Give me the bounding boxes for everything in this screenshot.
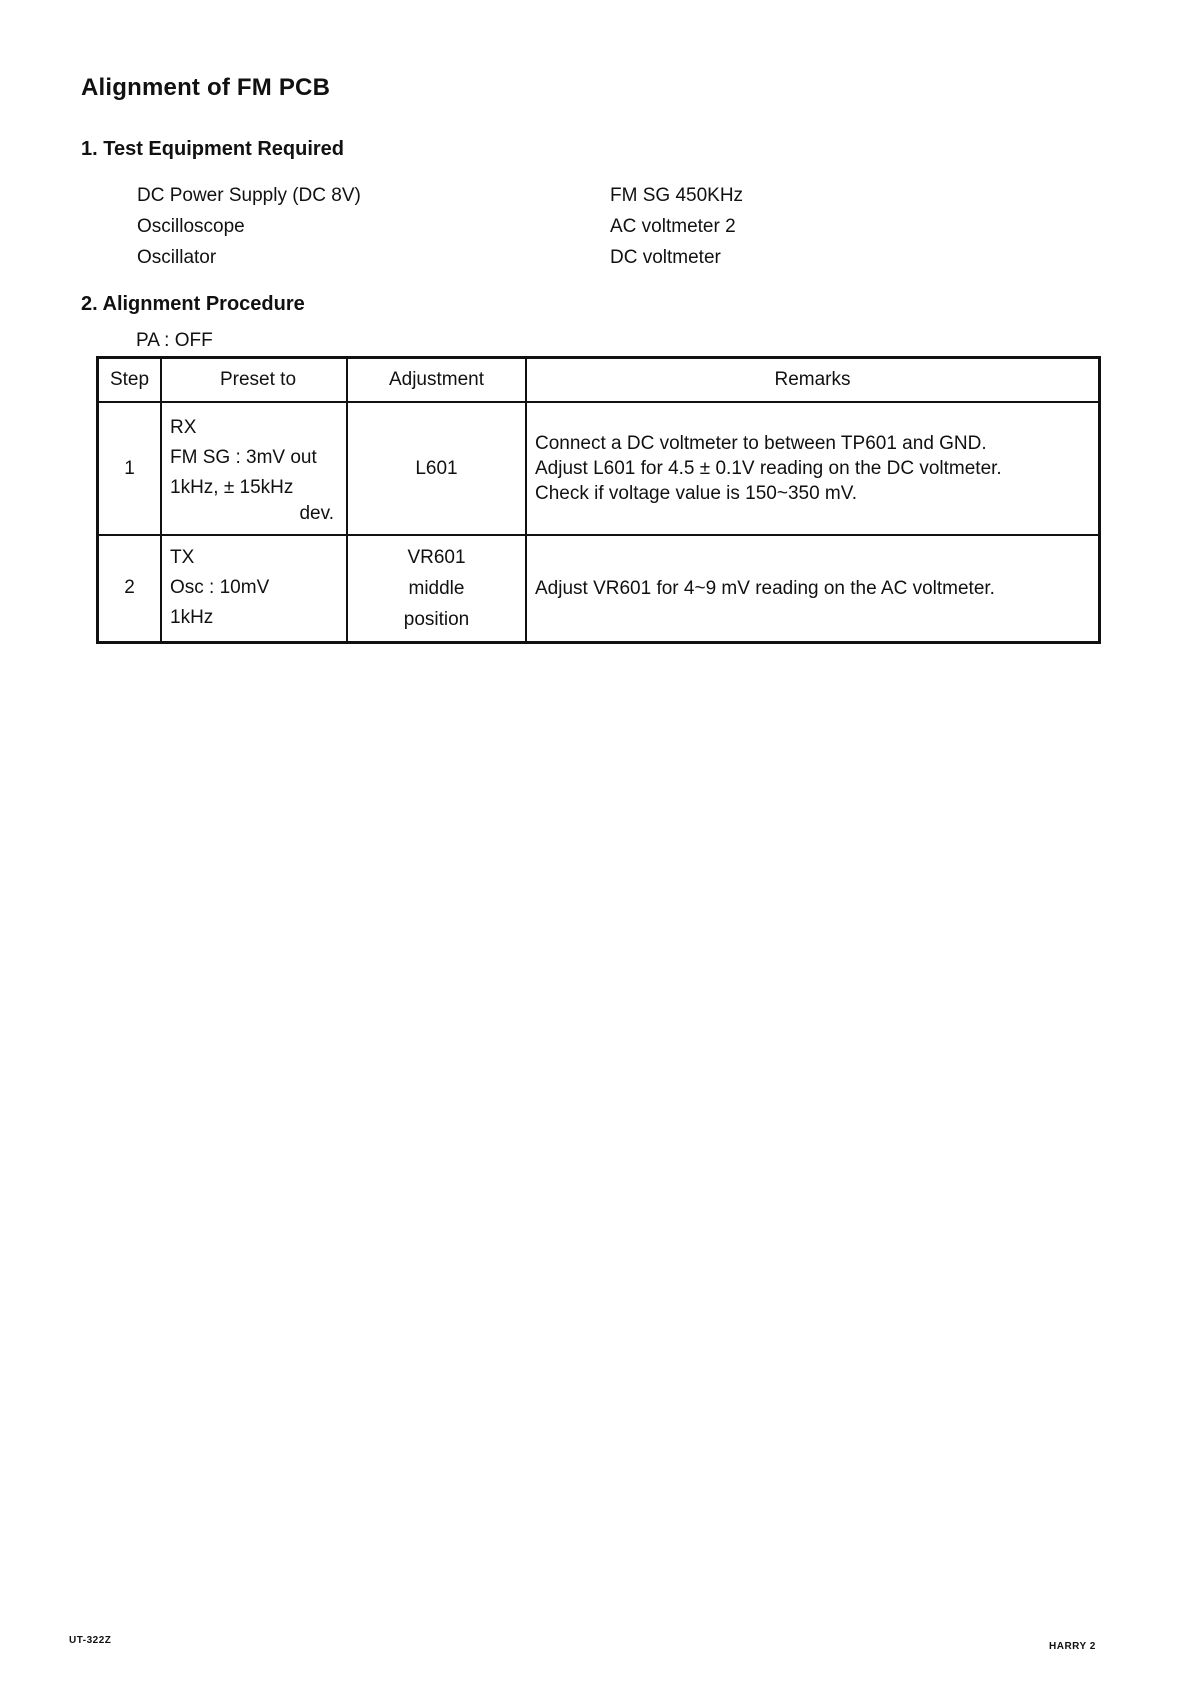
remarks-line: Check if voltage value is 150~350 mV. bbox=[535, 483, 857, 504]
preset-cell bbox=[161, 402, 347, 535]
footer-model-code: UT-322Z bbox=[69, 1635, 112, 1646]
header-remarks: Remarks bbox=[526, 358, 1100, 403]
pa-setting: PA : OFF bbox=[136, 330, 213, 351]
table-row bbox=[98, 402, 1100, 535]
header-adjustment: Adjustment bbox=[347, 358, 526, 403]
equipment-item: Oscilloscope bbox=[137, 216, 245, 237]
table-header-row bbox=[98, 358, 1100, 403]
remarks-line: Adjust L601 for 4.5 ± 0.1V reading on the DC voltmeter. bbox=[535, 458, 1002, 479]
header-step: Step bbox=[98, 358, 162, 403]
preset-line: dev. bbox=[299, 502, 334, 524]
remarks-line: Adjust VR601 for 4~9 mV reading on the AC voltmeter. bbox=[535, 577, 995, 599]
preset-line: 1kHz, ± 15kHz bbox=[170, 476, 294, 498]
equipment-item: Oscillator bbox=[137, 247, 217, 268]
preset-cell bbox=[161, 535, 347, 642]
equipment-item: DC Power Supply (DC 8V) bbox=[137, 185, 361, 206]
alignment-table bbox=[96, 356, 1101, 644]
section-heading-equipment: 1. Test Equipment Required bbox=[81, 138, 344, 160]
equipment-list-left bbox=[137, 180, 361, 273]
header-preset: Preset to bbox=[161, 358, 347, 403]
adjustment-cell bbox=[347, 535, 526, 642]
equipment-item: FM SG 450KHz bbox=[610, 185, 744, 206]
preset-line: FM SG : 3mV out bbox=[170, 446, 317, 468]
page-title: Alignment of FM PCB bbox=[81, 74, 331, 101]
step-cell: 2 bbox=[98, 535, 162, 642]
equipment-list-right bbox=[610, 180, 743, 273]
remarks-line: Connect a DC voltmeter to between TP601 and GND. bbox=[535, 433, 987, 454]
section-heading-procedure: 2. Alignment Procedure bbox=[81, 293, 305, 315]
adjustment-line: VR601 bbox=[407, 546, 466, 568]
preset-line: RX bbox=[170, 416, 197, 438]
preset-line: TX bbox=[170, 547, 195, 569]
adjustment-line: L601 bbox=[415, 458, 458, 479]
equipment-item: AC voltmeter 2 bbox=[610, 216, 736, 237]
preset-line: 1kHz bbox=[170, 607, 214, 629]
adjustment-line: position bbox=[403, 608, 470, 630]
step-cell: 1 bbox=[98, 402, 162, 535]
remarks-cell bbox=[526, 535, 1100, 642]
remarks-cell bbox=[526, 402, 1100, 535]
table-row bbox=[98, 535, 1100, 642]
footer-page-label: HARRY 2 bbox=[1049, 1641, 1096, 1652]
adjustment-cell bbox=[347, 402, 526, 535]
preset-line: Osc : 10mV bbox=[170, 577, 270, 599]
adjustment-line: middle bbox=[408, 577, 465, 599]
equipment-item: DC voltmeter bbox=[610, 247, 721, 268]
